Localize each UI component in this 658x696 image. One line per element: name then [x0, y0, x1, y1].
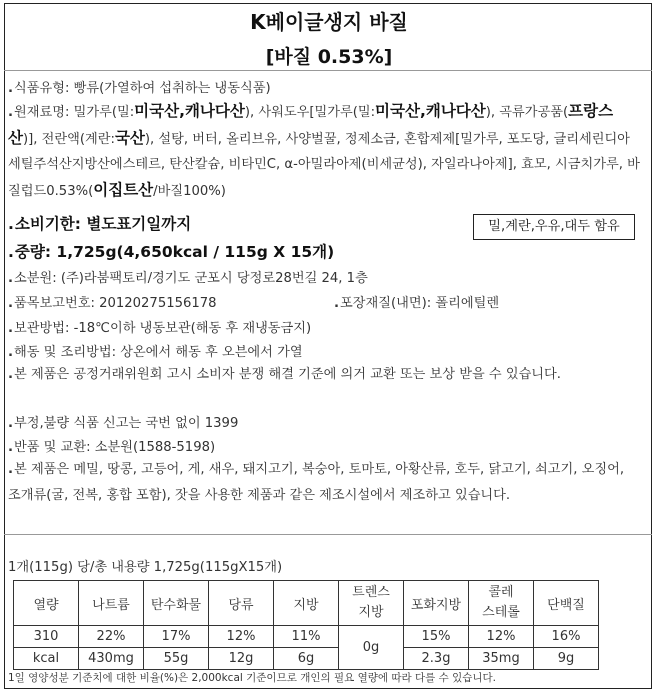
storage: .보관방법: -18℃이하 냉동보관(해동 후 재냉동금지): [8, 321, 312, 336]
product-subtitle: [바질 0.53%]: [265, 46, 393, 68]
nutrition-header-row: [14, 581, 599, 626]
header-cell: 탄수화물: [144, 581, 209, 626]
nutrition-amount-row: [14, 648, 599, 670]
value-cell: 35mg: [469, 648, 534, 670]
header-cell: 포화지방: [404, 581, 469, 626]
allergy-box: 밀,계란,우유,대두 함유: [473, 214, 635, 240]
compensation: .본 제품은 공정거래위원회 고시 소비자 분쟁 해결 기준에 의거 교환 또는 보상 받을 수 있습니다.: [8, 367, 561, 382]
header-cell: 당류: [209, 581, 274, 626]
expiry: .소비기한: 별도표기일까지: [8, 215, 192, 233]
report-number: .품목보고번호: 20120275156178: [8, 296, 217, 311]
header-cell: 지방: [274, 581, 339, 626]
ingredients: .원재료명: 밀가루(밀:미국산,캐나다산), 사워도우[밀가루(밀:미국산,캐나다산), 곡류가공품(프랑스산)], 전란액(계란:국산), 설탕, 버터, 올리브유, 사양벌꿀, 정제소금, 혼합제제[밀가루, 포도당, 글리세린디아세틸주석산지방산에스테르, 탄산칼슘, 비타민C, α-아밀라아제(비세균성), 자일라나아제], 효모, 시금치가루, 바질럽드0.53%(이집트산/바질100%): [8, 102, 640, 199]
value-cell: 0g: [339, 626, 404, 670]
value-cell: 16%: [534, 626, 599, 648]
cooking: .해동 및 조리방법: 상온에서 해동 후 오븐에서 가열: [8, 345, 303, 360]
header-cell: 트렌스 지방: [339, 581, 404, 626]
nutrition-divider: [4, 534, 652, 535]
nutrition-percent-row: [14, 626, 599, 648]
header-cell: 콜레 스테롤: [469, 581, 534, 626]
value-cell: 9g: [534, 648, 599, 670]
header-cell: 나트륨: [79, 581, 144, 626]
product-title: K베이글생지 바질: [250, 10, 408, 34]
returns: .반품 및 교환: 소분원(1588-5198): [8, 440, 216, 455]
serving-size: 1개(115g) 당/총 내용량 1,725g(115gX15개): [8, 560, 283, 575]
nutrition-table: [13, 580, 599, 670]
value-cell: 2.3g: [404, 648, 469, 670]
value-cell: 6g: [274, 648, 339, 670]
title-divider: [4, 70, 652, 71]
food-type: .식품유형: 빵류(가열하여 섭취하는 냉동식품): [8, 81, 271, 96]
packaging: .포장재질(내면): 폴리에틸렌: [334, 296, 500, 311]
weight: .중량: 1,725g(4,650kcal / 115g X 15개): [8, 243, 335, 261]
nutrition-footnote: 1일 영양성분 기준치에 대한 비율(%)은 2,000kcal 기준이므로 개인의 필요 열량에 따라 다를 수 있습니다.: [8, 672, 496, 684]
value-cell: 55g: [144, 648, 209, 670]
value-cell: 15%: [404, 626, 469, 648]
value-cell: 12%: [469, 626, 534, 648]
value-cell: 11%: [274, 626, 339, 648]
value-cell: 12%: [209, 626, 274, 648]
cross-contamination: .본 제품은 메밀, 땅콩, 고등어, 게, 새우, 돼지고기, 복숭아, 토마토, 아황산류, 호두, 닭고기, 쇠고기, 오징어, 조개류(굴, 전복, 홍합 포함), 잣을 사용한 제품과 같은 제조시설에서 제조하고 있습니다.: [8, 462, 625, 503]
value-cell: 12g: [209, 648, 274, 670]
value-cell: 310: [14, 626, 79, 648]
value-cell: 22%: [79, 626, 144, 648]
header-cell: 단백질: [534, 581, 599, 626]
value-cell: 17%: [144, 626, 209, 648]
value-cell: kcal: [14, 648, 79, 670]
distributor: .소분원: (주)라붐팩토리/경기도 군포시 당정로28번길 24, 1층: [8, 271, 368, 286]
report-notice: .부정,불량 식품 신고는 국번 없이 1399: [8, 416, 239, 431]
value-cell: 430mg: [79, 648, 144, 670]
header-cell: 열량: [14, 581, 79, 626]
